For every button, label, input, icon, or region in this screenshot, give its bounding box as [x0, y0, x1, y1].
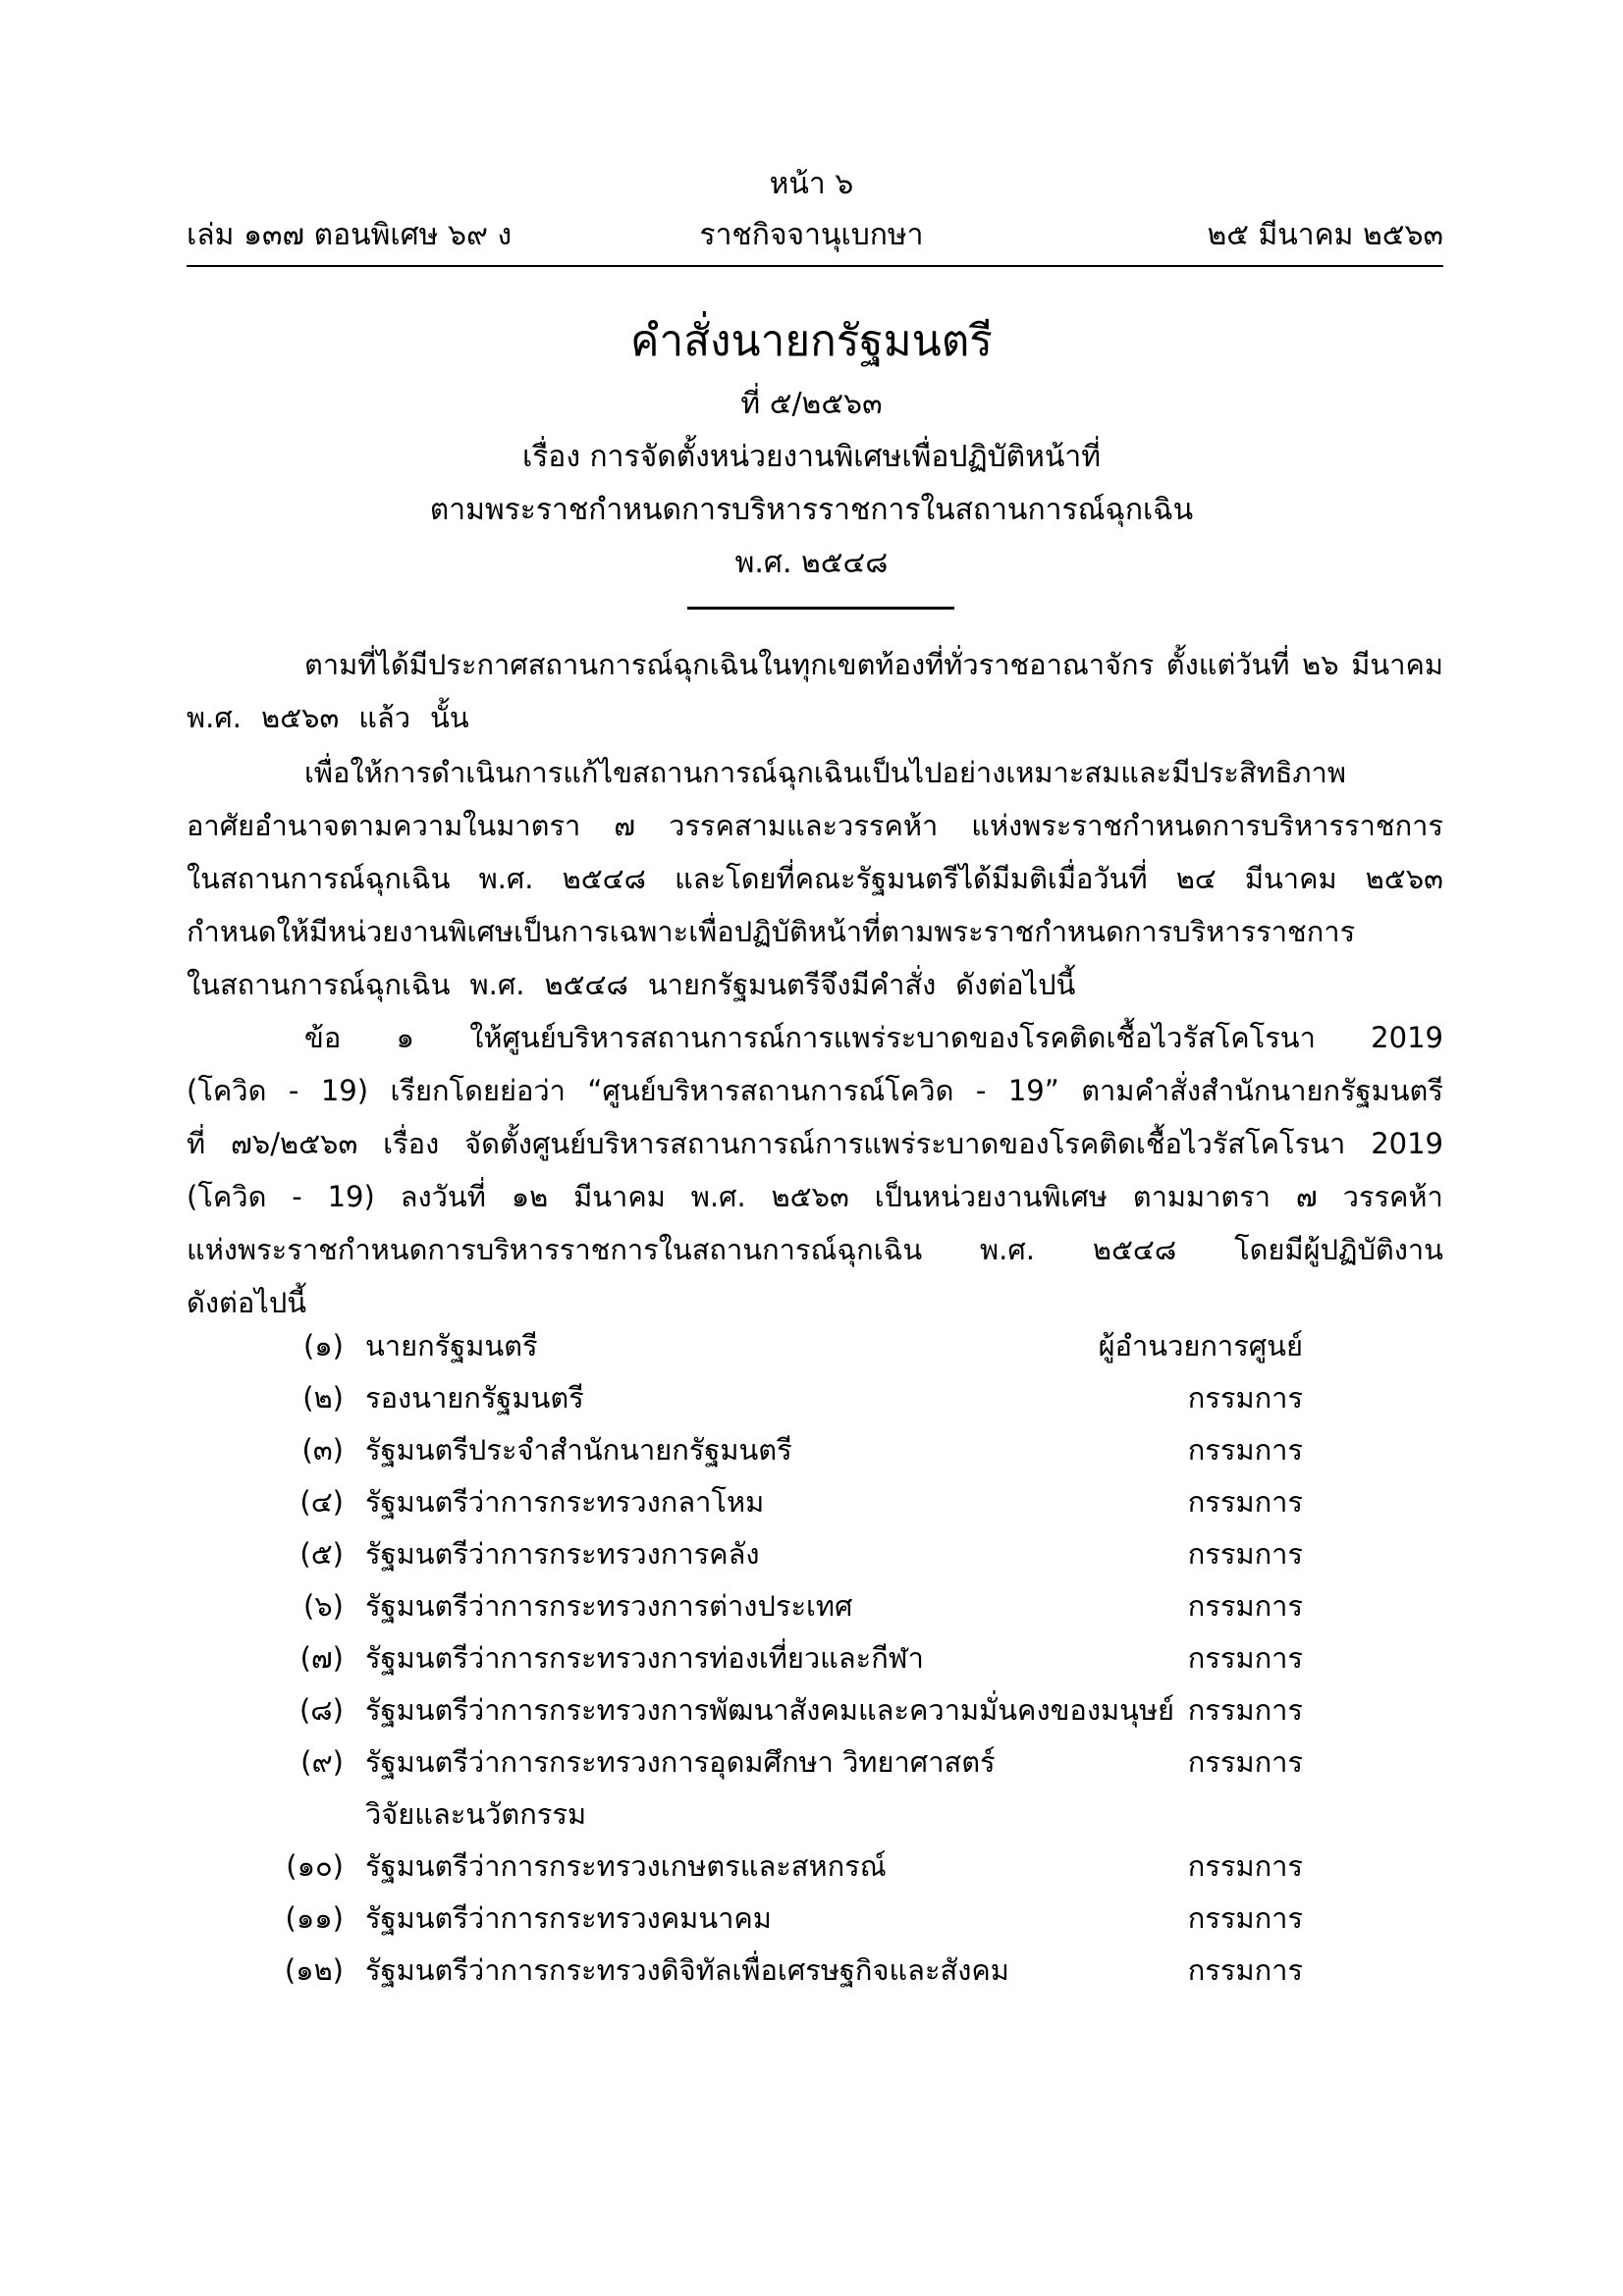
word: พ.ศ.	[469, 968, 525, 1001]
title-divider	[687, 607, 954, 610]
member-role: กรรมการ	[1187, 1381, 1303, 1415]
paragraph-line	[187, 1223, 1443, 1276]
member-row	[0, 1372, 1623, 1424]
member-number: (๑๒)	[284, 1953, 344, 1987]
word: (โควิด	[187, 1074, 267, 1107]
member-number: (๖)	[302, 1589, 344, 1623]
member-role: กรรมการ	[1187, 1901, 1303, 1935]
word: ๒๕๖๓	[260, 701, 340, 734]
word: (โควิด	[187, 1180, 267, 1213]
publication-date: ๒๕ มีนาคม ๒๕๖๓	[1207, 218, 1443, 252]
paragraph-line	[187, 799, 1443, 852]
member-role: กรรมการ	[1187, 1745, 1303, 1779]
word: แล้ว	[358, 701, 411, 734]
word: ลงวันที่	[400, 1180, 486, 1213]
word: ตั้งแต่วันที่	[1165, 648, 1290, 681]
members-list	[0, 1320, 1623, 1997]
member-role: กรรมการ	[1187, 1953, 1303, 1987]
word: พ.ศ.	[478, 862, 534, 895]
member-number: (๑๑)	[285, 1901, 344, 1935]
word: กำหนดให้มีหน่วยงานพิเศษเป็นการเฉพาะเพื่อปฏิบัติหน้าที่ตามพระราชกำหนดการบริหารราชการ	[187, 915, 1356, 948]
word: ๗	[614, 809, 636, 842]
member-position: รัฐมนตรีว่าการกระทรวงการท่องเที่ยวและกีฬา	[365, 1641, 924, 1675]
member-row	[0, 1893, 1623, 1945]
member-number: (๗)	[299, 1641, 344, 1675]
paragraph-preamble	[187, 638, 1443, 744]
word: ที่	[187, 1127, 206, 1160]
paragraph-line	[187, 746, 1443, 799]
word: เป็นหน่วยงานพิเศษ	[874, 1180, 1108, 1213]
word: 19)	[327, 1180, 375, 1213]
member-position: นายกรัฐมนตรี	[365, 1329, 538, 1362]
paragraph-line	[187, 905, 1443, 958]
word: ๒๕๖๓	[1365, 862, 1443, 895]
word: ข้อ	[304, 1021, 342, 1054]
member-number: (๒)	[302, 1381, 344, 1415]
paragraph-clause-1	[187, 1011, 1443, 1329]
word: 2019	[1371, 1021, 1443, 1054]
word: แห่งพระราชกำหนดการบริหารราชการ	[971, 809, 1443, 842]
word: ๒๕๔๘	[562, 862, 646, 895]
word: ตามคำสั่งสำนักนายกรัฐมนตรี	[1081, 1074, 1443, 1107]
word: -	[292, 1180, 302, 1213]
word: พ.ศ.	[690, 1180, 746, 1213]
word: ในสถานการณ์ฉุกเฉิน	[187, 862, 451, 895]
paragraph-line	[187, 1064, 1443, 1117]
member-row	[0, 1476, 1623, 1528]
member-position: รองนายกรัฐมนตรี	[365, 1381, 584, 1415]
subject-line-2: ตามพระราชกำหนดการบริหารราชการในสถานการณ์ฉุกเฉิน	[429, 493, 1194, 527]
word: ให้ศูนย์บริหารสถานการณ์การแพร่ระบาดของโรคติดเชื้อไวรัสโคโรนา	[469, 1021, 1316, 1054]
word: ดังต่อไปนี้	[955, 968, 1076, 1001]
member-role: กรรมการ	[1187, 1849, 1303, 1883]
member-position: รัฐมนตรีประจำสำนักนายกรัฐมนตรี	[365, 1433, 792, 1467]
word: 2019	[1371, 1127, 1443, 1160]
member-position: รัฐมนตรีว่าการกระทรวงการต่างประเทศ	[365, 1589, 853, 1623]
member-position-continued: วิจัยและนวัตกรรม	[365, 1797, 587, 1831]
word: ๒๕๖๓	[771, 1180, 849, 1213]
member-row	[0, 1632, 1623, 1684]
word: วรรคห้า	[1342, 1180, 1443, 1213]
word: ๗	[1295, 1180, 1318, 1213]
member-position: รัฐมนตรีว่าการกระทรวงกลาโหม	[365, 1485, 765, 1519]
paragraph-line	[187, 1170, 1443, 1223]
member-row	[0, 1945, 1623, 1997]
member-role: กรรมการ	[1187, 1641, 1303, 1675]
word: ๒๕๔๘	[544, 968, 628, 1001]
paragraph-line	[187, 691, 1443, 744]
word: ๑๒	[511, 1180, 549, 1213]
member-number: (๔)	[299, 1485, 344, 1519]
member-number: (๑๐)	[286, 1849, 344, 1883]
member-position: รัฐมนตรีว่าการกระทรวงการพัฒนาสังคมและความมั่นคงของมนุษย์	[365, 1693, 1175, 1727]
member-role: กรรมการ	[1187, 1589, 1303, 1623]
word: มีนาคม	[1351, 648, 1443, 681]
member-row	[0, 1580, 1623, 1632]
word: เรื่อง	[383, 1127, 440, 1160]
word: ๗๖/๒๕๖๓	[231, 1127, 358, 1160]
member-role: กรรมการ	[1187, 1693, 1303, 1727]
paragraph-line	[187, 1117, 1443, 1170]
member-role: กรรมการ	[1187, 1433, 1303, 1467]
word: อาศัยอำนาจตามความในมาตรา	[187, 809, 581, 842]
paragraph-line	[187, 1011, 1443, 1064]
member-row	[0, 1424, 1623, 1476]
word: ตามมาตรา	[1132, 1180, 1271, 1213]
word: นั้น	[430, 701, 469, 734]
word: วรรคสามและวรรคห้า	[669, 809, 939, 842]
member-number: (๑)	[302, 1329, 344, 1362]
subject-line-3: พ.ศ. ๒๕๔๘	[734, 546, 889, 580]
member-row	[0, 1528, 1623, 1580]
word: -	[975, 1074, 987, 1107]
publication-name: ราชกิจจานุเบกษา	[699, 218, 924, 252]
member-position: รัฐมนตรีว่าการกระทรวงดิจิทัลเพื่อเศรษฐกิจและสังคม	[365, 1953, 1009, 1987]
header-rule	[187, 265, 1443, 267]
member-role: ผู้อำนวยการศูนย์	[1098, 1329, 1303, 1362]
member-number: (๓)	[301, 1433, 344, 1467]
subject-line-1: เรื่อง การจัดตั้งหน่วยงานพิเศษเพื่อปฏิบัติหน้าที่	[521, 440, 1102, 474]
word: “ศูนย์บริหารสถานการณ์โควิด	[587, 1074, 954, 1107]
word: และโดยที่คณะรัฐมนตรีได้มีมติเมื่อวันที่	[675, 862, 1148, 895]
order-number: ที่ ๕/๒๕๖๓	[740, 387, 883, 421]
member-row	[0, 1841, 1623, 1893]
page-number: หน้า ๖	[769, 167, 854, 201]
paragraph-line	[187, 638, 1443, 691]
member-row	[0, 1736, 1623, 1841]
word: เรียกโดยย่อว่า	[390, 1074, 566, 1107]
word: ๑	[396, 1021, 414, 1054]
document-title: คำสั่งนายกรัฐมนตรี	[630, 316, 993, 366]
word: พ.ศ.	[980, 1233, 1036, 1266]
word: พ.ศ.	[187, 701, 242, 734]
member-position: รัฐมนตรีว่าการกระทรวงการอุดมศึกษา วิทยาศาสตร์	[365, 1745, 996, 1779]
word: 19”	[1007, 1074, 1059, 1107]
member-row	[0, 1684, 1623, 1736]
word: ดังต่อไปนี้	[187, 1286, 307, 1319]
word: นายกรัฐมนตรีจึงมีคำสั่ง	[647, 968, 937, 1001]
member-row	[0, 1320, 1623, 1372]
member-position: รัฐมนตรีว่าการกระทรวงเกษตรและสหกรณ์	[365, 1849, 887, 1883]
member-number: (๘)	[298, 1693, 344, 1727]
word: โดยมีผู้ปฏิบัติงาน	[1234, 1233, 1443, 1266]
paragraph-authority	[187, 746, 1443, 1011]
member-number: (๕)	[299, 1537, 344, 1571]
word: -	[288, 1074, 299, 1107]
word: เพื่อให้การดำเนินการแก้ไขสถานการณ์ฉุกเฉินเป็นไปอย่างเหมาะสมและมีประสิทธิภาพ	[304, 756, 1346, 789]
volume-info: เล่ม ๑๓๗ ตอนพิเศษ ๖๙ ง	[187, 218, 513, 252]
paragraph-line	[187, 958, 1443, 1011]
member-position: รัฐมนตรีว่าการกระทรวงการคลัง	[365, 1537, 760, 1571]
word: ๒๕๔๘	[1092, 1233, 1177, 1266]
paragraph-line	[187, 852, 1443, 905]
word: มีนาคม	[573, 1180, 666, 1213]
member-role: กรรมการ	[1187, 1485, 1303, 1519]
word: ตามที่ได้มีประกาศสถานการณ์ฉุกเฉินในทุกเขตท้องที่ทั่วราชอาณาจักร	[304, 648, 1155, 681]
word: จัดตั้งศูนย์บริหารสถานการณ์การแพร่ระบาดของโรคติดเชื้อไวรัสโคโรนา	[464, 1127, 1346, 1160]
member-number: (๙)	[300, 1745, 344, 1779]
word: มีนาคม	[1244, 862, 1337, 895]
word: ในสถานการณ์ฉุกเฉิน	[187, 968, 451, 1001]
member-role: กรรมการ	[1187, 1537, 1303, 1571]
member-position: รัฐมนตรีว่าการกระทรวงคมนาคม	[365, 1901, 772, 1935]
word: ๒๖	[1302, 648, 1339, 681]
word: แห่งพระราชกำหนดการบริหารราชการในสถานการณ์ฉุกเฉิน	[187, 1233, 923, 1266]
word: 19)	[320, 1074, 369, 1107]
word: ๒๔	[1175, 862, 1217, 895]
